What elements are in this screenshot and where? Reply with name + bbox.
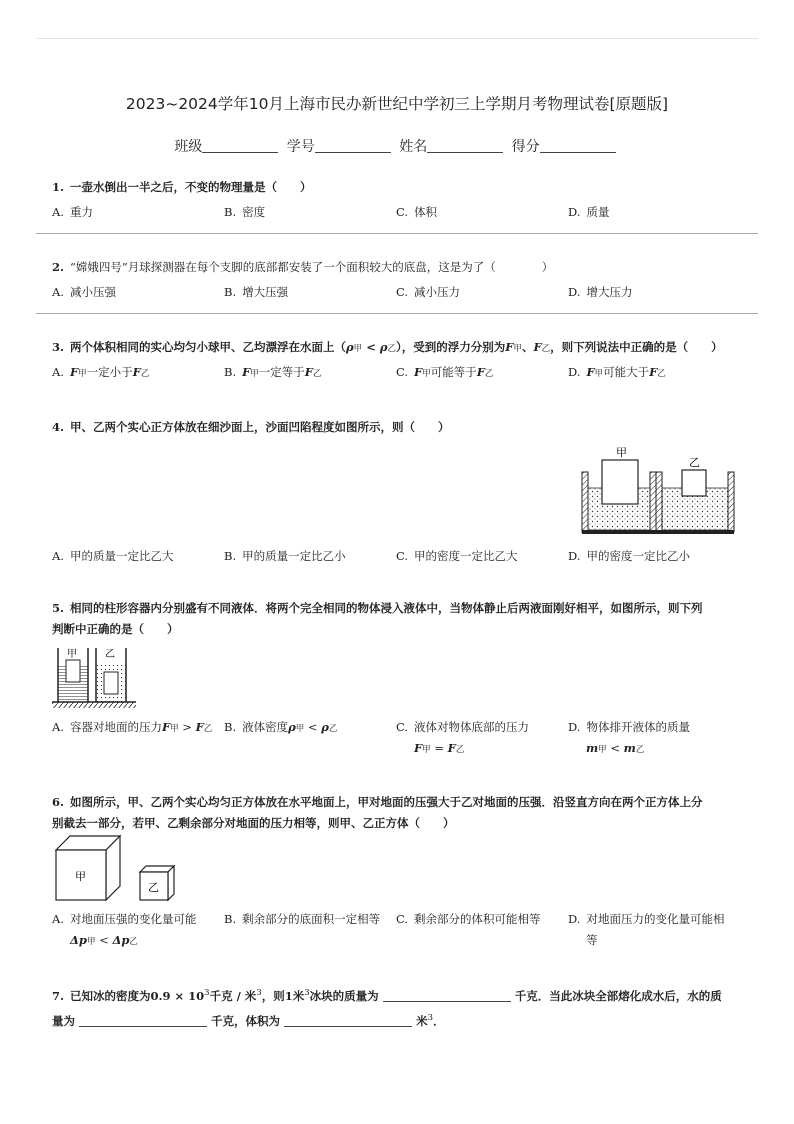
option-text: 增大压力	[586, 285, 633, 299]
option-text: 质量	[586, 205, 610, 219]
punctuation: ．	[432, 1013, 445, 1028]
option-text: 对地面压强的变化量可能	[69, 912, 197, 926]
option-text: 对地面压力的变化量可能相	[586, 912, 725, 926]
question-stem: 别截去一部分，若甲、乙剩余部分对地面的压力相等，则甲、乙正方体（ ）	[52, 816, 455, 830]
math-subscript: 乙	[387, 344, 397, 354]
question-number: 7.	[52, 988, 65, 1003]
punctuation: 、	[521, 340, 534, 354]
math-symbol: ρ	[321, 720, 329, 734]
option-label: D.	[568, 205, 581, 219]
math-operator: <	[606, 741, 624, 755]
option-text: 甲的密度一定比乙小	[586, 549, 690, 563]
math-symbol: F	[505, 340, 514, 354]
math-subscript: 乙	[657, 369, 666, 379]
math-subscript: 甲	[422, 369, 431, 379]
option-label: A.	[52, 285, 64, 299]
option-c[interactable]	[396, 202, 568, 223]
figure-label-jia: 甲	[67, 649, 77, 660]
figure-label-yi: 乙	[105, 649, 115, 660]
option-label: C.	[396, 365, 409, 379]
math-symbol: F	[533, 340, 542, 354]
math-subscript: 乙	[203, 724, 213, 734]
math-symbol: Δp	[112, 933, 130, 947]
option-label: A.	[52, 549, 64, 563]
math-subscript: 甲	[170, 724, 179, 734]
option-label: C.	[396, 912, 409, 926]
math-symbol: m	[623, 741, 636, 755]
question-stem: 量为	[52, 1013, 75, 1028]
option-d[interactable]	[568, 202, 740, 223]
math-symbol: F	[414, 365, 423, 379]
option-label: D.	[568, 365, 581, 379]
student-id-label: 学号	[286, 139, 315, 155]
object-jia	[66, 660, 80, 682]
question-stem: 判断中正确的是（ ）	[52, 622, 179, 636]
page-title: 2023~2024学年10月上海市民办新世纪中学初三上学期月考物理试卷[原题版]	[125, 95, 669, 113]
math-subscript: 乙	[140, 369, 150, 379]
math-operator: >	[178, 720, 196, 734]
option-text: 甲的质量一定比乙小	[242, 549, 346, 563]
student-id-blank[interactable]	[315, 152, 391, 153]
option-text: 可能等于	[430, 365, 477, 379]
math-exponent: 3	[427, 1012, 433, 1023]
math-subscript: 乙	[129, 937, 138, 947]
option-label: A.	[52, 720, 64, 734]
math-exponent: 3	[256, 988, 262, 998]
name-blank[interactable]	[427, 152, 503, 153]
option-d[interactable]	[568, 546, 740, 567]
option-c[interactable]	[396, 546, 568, 567]
option-d[interactable]	[568, 717, 740, 761]
option-text: 等	[586, 933, 598, 947]
math-subscript: 甲	[594, 369, 604, 379]
math-symbol: F	[304, 365, 313, 379]
option-a[interactable]	[52, 546, 224, 567]
question-stem: 千克．当此冰块全部熔化成水后，水的质	[514, 988, 722, 1003]
question-2	[52, 256, 742, 278]
option-label: A.	[52, 205, 64, 219]
option-text: 密度	[242, 205, 266, 219]
math-symbol: ρ	[346, 340, 354, 354]
math-subscript: 乙	[484, 369, 494, 379]
question-6	[52, 792, 742, 834]
math-subscript: 甲	[250, 369, 259, 379]
option-a[interactable]	[52, 909, 224, 953]
math-symbol: F	[69, 365, 79, 379]
cube-yi	[682, 470, 706, 496]
option-c[interactable]	[396, 282, 568, 303]
math-subscript: 甲	[86, 937, 96, 947]
option-d[interactable]	[568, 909, 740, 951]
question-number: 6.	[52, 795, 65, 809]
question-5	[52, 598, 742, 640]
question-separator	[36, 233, 758, 234]
option-text: 可能大于	[603, 365, 650, 379]
option-text: 物体排开液体的质量	[586, 720, 690, 734]
math-symbol: F	[649, 365, 658, 379]
ice-mass-blank[interactable]	[383, 1001, 511, 1002]
option-label: B.	[224, 205, 237, 219]
option-label: B.	[224, 285, 237, 299]
option-b[interactable]	[224, 717, 396, 740]
math-subscript: 乙	[635, 745, 645, 755]
option-a[interactable]	[52, 282, 224, 303]
question-stem: ，则	[261, 988, 285, 1003]
question-number: 4.	[52, 420, 65, 434]
math-subscript: 乙	[312, 369, 322, 379]
figure-label-yi: 乙	[148, 881, 159, 894]
question-separator	[36, 313, 758, 314]
water-volume-blank[interactable]	[284, 1026, 412, 1027]
math-symbol: Δp	[70, 933, 87, 947]
header-rule	[36, 38, 758, 39]
math-symbol: ρ	[288, 720, 296, 734]
option-text: 减小压强	[69, 285, 116, 299]
math-operator: <	[304, 720, 322, 734]
question-stem: 如图所示，甲、乙两个实心均匀正方体放在水平地面上，甲对地面的压强大于乙对地面的压强．沿竖直方向在两个正方体上分	[70, 795, 703, 809]
option-b[interactable]	[224, 282, 396, 303]
option-text: 剩余部分的体积可能相等	[414, 912, 541, 926]
option-text: 一定小于	[86, 365, 133, 379]
option-c[interactable]	[396, 909, 568, 930]
option-label: C.	[396, 549, 409, 563]
math-exponent: 3	[304, 988, 310, 998]
option-a[interactable]	[52, 202, 224, 223]
name-label: 姓名	[399, 139, 428, 155]
question-stem: 甲、乙两个实心正方体放在细沙面上，沙面凹陷程度如图所示，则（ ）	[70, 420, 450, 434]
math-subscript: 甲	[598, 745, 607, 755]
question-3	[52, 336, 742, 360]
option-text: 体积	[414, 205, 438, 219]
question-7	[52, 982, 752, 1032]
option-b[interactable]	[224, 362, 396, 385]
option-d[interactable]	[568, 362, 740, 385]
math-subscript: 甲	[513, 344, 522, 354]
math-value: 0.9 × 10	[150, 988, 205, 1003]
student-info-row	[0, 136, 794, 156]
option-text: 容器对地面的压力	[69, 720, 162, 734]
question-stem: 冰块的质量为	[309, 988, 379, 1003]
unit-text: 千克 / 米	[209, 988, 257, 1003]
math-subscript: 乙	[455, 745, 465, 755]
option-text: 甲的质量一定比乙大	[69, 549, 174, 563]
option-b[interactable]	[224, 202, 396, 223]
question-stem: 一壶水倒出一半之后，不变的物理量是（ ）	[70, 180, 312, 194]
math-subscript: 甲	[422, 745, 431, 755]
option-text: 重力	[69, 205, 93, 219]
math-exponent: 3	[204, 988, 210, 998]
math-subscript: 乙	[328, 724, 338, 734]
math-symbol: F	[447, 741, 456, 755]
liquid-containers-figure	[52, 644, 142, 710]
option-label: A.	[52, 912, 64, 926]
question-number: 2.	[52, 260, 65, 274]
math-subscript: 甲	[78, 369, 87, 379]
question-number: 3.	[52, 340, 65, 354]
math-subscript: 甲	[295, 724, 305, 734]
option-b[interactable]	[224, 546, 396, 567]
question-stem: 两个体积相同的实心均匀小球甲、乙均漂浮在水面上（	[70, 340, 347, 354]
unit-text: 1米	[284, 988, 305, 1003]
question-stem: “嫦娥四号”月球探测器在每个支脚的底部都安装了一个面积较大的底盘，这是为了（ ）	[70, 260, 554, 274]
score-label: 得分	[511, 139, 540, 155]
question-stem: ），受到的浮力分别为	[396, 340, 506, 354]
question-stem: 相同的柱形容器内分别盛有不同液体．将两个完全相同的物体浸入液体中，当物体静止后两液面刚好相平，如图所示，则下列	[70, 601, 703, 615]
question-4	[52, 416, 742, 438]
cubes-figure	[54, 834, 184, 904]
option-label: D.	[568, 549, 581, 563]
option-text: 液体密度	[242, 720, 289, 734]
option-text: 一定等于	[258, 365, 305, 379]
math-operator: <	[362, 340, 380, 354]
math-symbol: m	[586, 741, 599, 755]
option-text: 甲的密度一定比乙大	[414, 549, 518, 563]
score-blank[interactable]	[540, 152, 616, 153]
figure-label-jia: 甲	[75, 870, 86, 883]
math-symbol: F	[242, 365, 251, 379]
question-stem: 已知冰的密度为	[70, 988, 151, 1003]
figure-label-jia: 甲	[616, 446, 627, 459]
object-yi	[104, 672, 118, 694]
option-text: 剩余部分的底面积一定相等	[242, 912, 381, 926]
option-label: B.	[224, 720, 237, 734]
question-1	[52, 176, 742, 198]
question-number: 1.	[52, 180, 65, 194]
math-symbol: F	[132, 365, 141, 379]
option-label: B.	[224, 912, 237, 926]
class-blank[interactable]	[202, 152, 278, 153]
water-mass-blank[interactable]	[79, 1026, 207, 1027]
option-c[interactable]	[396, 717, 568, 761]
math-symbol: F	[414, 741, 423, 755]
option-label: C.	[396, 285, 409, 299]
option-a[interactable]	[52, 717, 224, 740]
sand-cubes-figure	[576, 440, 740, 536]
math-operator: =	[430, 741, 448, 755]
option-text: 增大压强	[242, 285, 289, 299]
option-label: C.	[396, 205, 409, 219]
option-label: B.	[224, 549, 237, 563]
option-d[interactable]	[568, 282, 740, 303]
figure-label-yi: 乙	[689, 456, 700, 469]
math-symbol: F	[195, 720, 204, 734]
option-label: D.	[568, 720, 581, 734]
unit-text: 米	[416, 1013, 428, 1028]
option-label: C.	[396, 720, 409, 734]
class-label: 班级	[174, 139, 203, 155]
option-label: A.	[52, 365, 64, 379]
math-symbol: ρ	[379, 340, 388, 354]
math-subscript: 甲	[353, 344, 363, 354]
option-label: D.	[568, 285, 581, 299]
question-stem: ，则下列说法中正确的是（ ）	[550, 340, 723, 354]
option-c[interactable]	[396, 362, 568, 385]
option-text: 减小压力	[414, 285, 461, 299]
math-symbol: F	[586, 365, 595, 379]
option-b[interactable]	[224, 909, 396, 930]
math-subscript: 乙	[541, 344, 551, 354]
question-stem: 千克，体积为	[211, 1013, 281, 1028]
math-symbol: F	[161, 720, 171, 734]
option-text: 液体对物体底部的压力	[414, 720, 530, 734]
option-a[interactable]	[52, 362, 224, 385]
math-symbol: F	[476, 365, 485, 379]
option-label: B.	[224, 365, 237, 379]
option-label: D.	[568, 912, 581, 926]
cube-jia	[602, 460, 638, 504]
question-number: 5.	[52, 601, 65, 615]
math-operator: <	[95, 933, 113, 947]
